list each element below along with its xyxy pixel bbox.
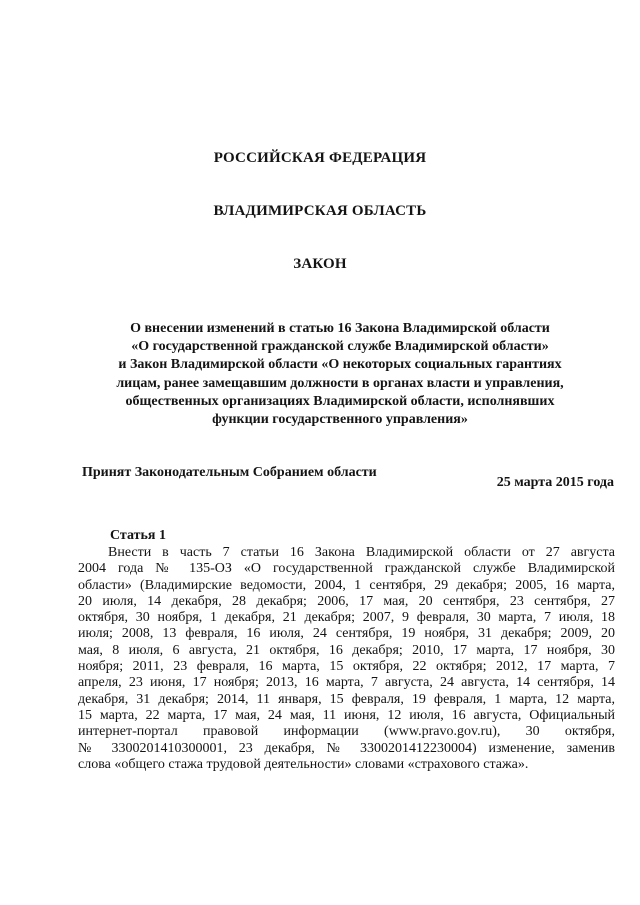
law-title bbox=[60, 320, 620, 429]
article-line: 20 июля, 14 декабря, 28 декабря; 2006, 17 мая, 20 сентября, 23 сентября, 27 bbox=[78, 593, 615, 609]
article-heading: Статья 1 bbox=[110, 528, 166, 543]
law-title-line: «О государственной гражданской службе Владимирской области» bbox=[131, 339, 549, 355]
article-line: области» (Владимирские ведомости, 2004, 1 сентября, 29 декабря; 2005, 16 марта, bbox=[78, 577, 615, 593]
adoption-info bbox=[82, 465, 614, 490]
article-line: мая, 8 июля, 6 августа, 21 октября, 16 декабря; 2010, 17 марта, 17 ноября, 30 bbox=[78, 642, 615, 658]
region-heading: ВЛАДИМИРСКАЯ ОБЛАСТЬ bbox=[213, 203, 427, 219]
adoption-date: 25 марта 2015 года bbox=[496, 475, 614, 490]
document-type-heading: ЗАКОН bbox=[293, 256, 347, 272]
article-line: 2004 года № 135-ОЗ «О государственной гражданской службе Владимирской bbox=[78, 561, 615, 577]
article-body bbox=[78, 545, 615, 773]
article-line: июля; 2008, 13 февраля, 16 июля, 24 сентября, 19 ноября, 31 декабря; 2009, 20 bbox=[78, 626, 615, 642]
article-line: ноября; 2011, 23 февраля, 16 марта, 15 октября, 22 октября; 2012, 17 марта, 7 bbox=[78, 659, 615, 675]
article-line: 15 марта, 22 марта, 17 мая, 24 мая, 11 июня, 12 июля, 16 августа, Официальный bbox=[78, 707, 615, 723]
article-line: Внести в часть 7 статьи 16 Закона Владимирской области от 27 августа bbox=[108, 545, 615, 560]
law-title-line: функции государственного управления» bbox=[212, 412, 468, 428]
adoption-label: Принят Законодательным Собранием области bbox=[82, 465, 377, 480]
article-line: декабря, 31 декабря; 2014, 11 января, 15 февраля, 19 февраля, 1 марта, 12 марта, bbox=[78, 691, 615, 707]
article-line: № 3300201410300001, 23 декабря, № 3300201412230004) изменение, заменив bbox=[78, 740, 615, 756]
law-title-line: общественных организациях Владимирской области, исполнявших bbox=[125, 393, 555, 409]
article-line: слова «общего стажа трудовой деятельности» словами «страхового стажа». bbox=[78, 756, 529, 772]
article-line: интернет-портал правовой информации (www.pravo.gov.ru), 30 октября, bbox=[78, 724, 615, 740]
law-title-line: и Закон Владимирской области «О некоторых социальных гарантиях bbox=[118, 357, 562, 373]
law-title-line: О внесении изменений в статью 16 Закона Владимирской области bbox=[130, 321, 550, 336]
law-title-line: лицам, ранее замещавшим должности в органах власти и управления, bbox=[116, 375, 564, 391]
federation-heading: РОССИЙСКАЯ ФЕДЕРАЦИЯ bbox=[213, 150, 427, 166]
article-line: октября, 30 ноября, 1 декабря, 21 декабря; 2007, 9 февраля, 30 марта, 7 июля, 18 bbox=[78, 610, 615, 626]
article-line: апреля, 23 июня, 17 ноября; 2013, 16 марта, 7 августа, 24 августа, 14 сентября, 14 bbox=[78, 675, 615, 691]
